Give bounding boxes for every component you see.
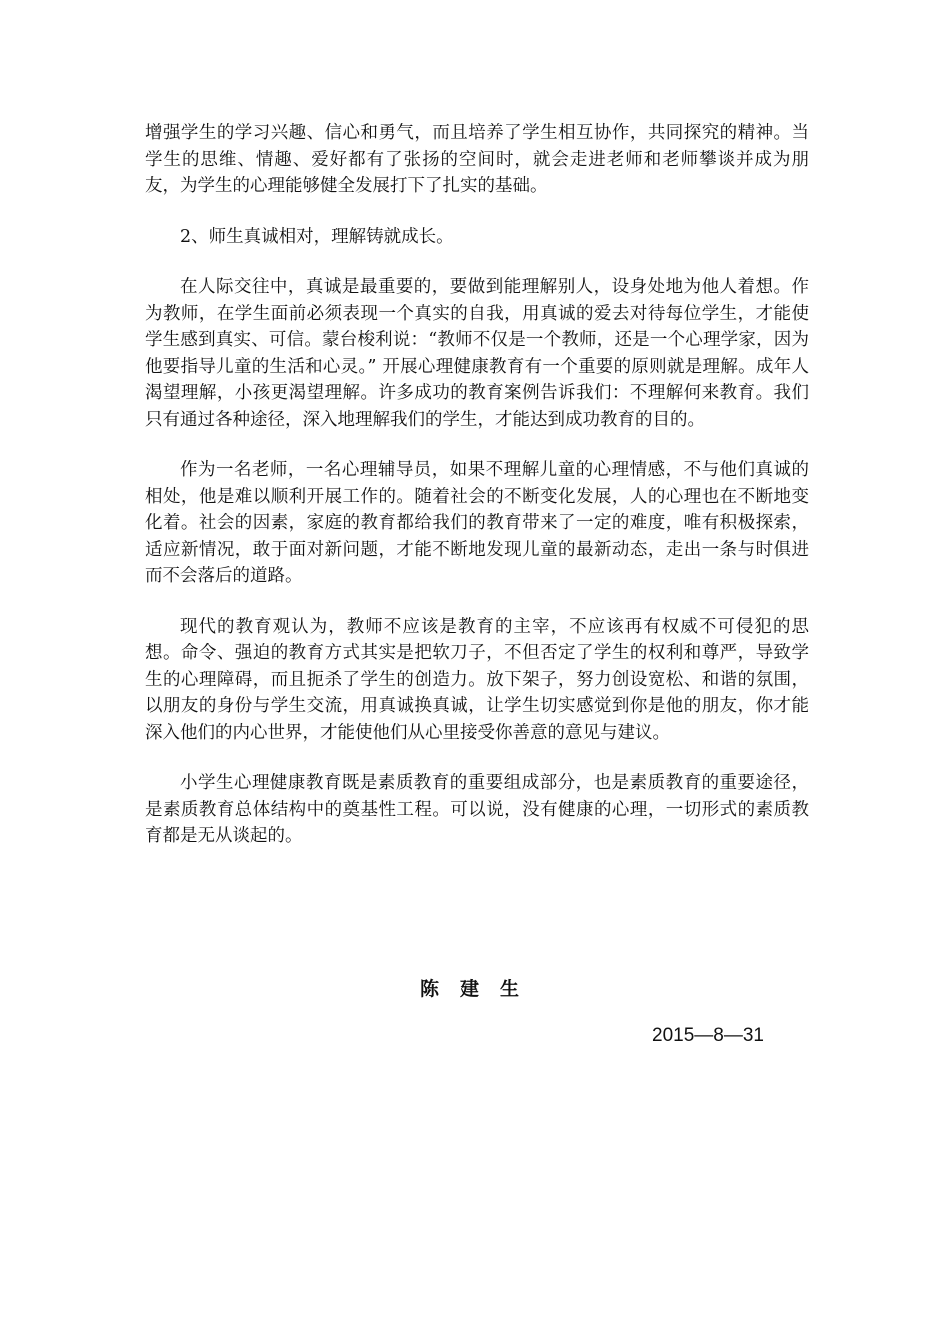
document-body (145, 120, 809, 874)
author-signature: 陈建生 (419, 978, 540, 1000)
document-date: 2015—8—31 (652, 1025, 764, 1046)
paragraph-continuation: 增强学生的学习兴趣、信心和勇气，而且培养了学生相互协作，共同探究的精神。当学生的思维、情趣、爱好都有了张扬的空间时，就会走进老师和老师攀谈并成为朋友，为学生的心理能够健全发展打下了扎实的基础。 (145, 123, 809, 196)
paragraph: 作为一名老师，一名心理辅导员，如果不理解儿童的心理情感，不与他们真诚的相处，他是难以顺利开展工作的。随着社会的不断变化发展，人的心理也在不断地变化着。社会的因素，家庭的教育都给我们的教育带来了一定的难度，唯有积极探索，适应新情况，敢于面对新问题，才能不断地发现儿童的最新动态，走出一条与时俱进而不会落后的道路。 (145, 460, 809, 586)
paragraph: 现代的教育观认为，教师不应该是教育的主宰，不应该再有权威不可侵犯的思想。命令、强迫的教育方式其实是把软刀子，不但否定了学生的权利和尊严，导致学生的心理障碍，而且扼杀了学生的创造力。放下架子，努力创设宽松、和谐的氛围，以朋友的身份与学生交流，用真诚换真诚，让学生切实感觉到你是他的朋友，你才能深入他们的内心世界，才能使他们从心里接受你善意的意见与建议。 (145, 616, 809, 743)
section-heading: 2、师生真诚相对，理解铸就成长。 (180, 226, 454, 247)
paragraph: 小学生心理健康教育既是素质教育的重要组成部分，也是素质教育的重要途径，是素质教育总体结构中的奠基性工程。可以说，没有健康的心理，一切形式的素质教育都是无从谈起的。 (145, 773, 809, 846)
paragraph: 在人际交往中，真诚是最重要的，要做到能理解别人，设身处地为他人着想。作为教师，在学生面前必须表现一个真实的自我，用真诚的爱去对待每位学生，才能使学生感到真实、可信。蒙台梭利说：“教师不仅是一个教师，还是一个心理学家，因为他要指导儿童的生活和心灵。” 开展心理健康教育有一个重要的原则就是理解。成年人渴望理解，小孩更渴望理解。许多成功的教育案例告诉我们：不理解何来教育。我们只有通过各种途径，深入地理解我们的学生，才能达到成功教育的目的。 (145, 277, 809, 430)
